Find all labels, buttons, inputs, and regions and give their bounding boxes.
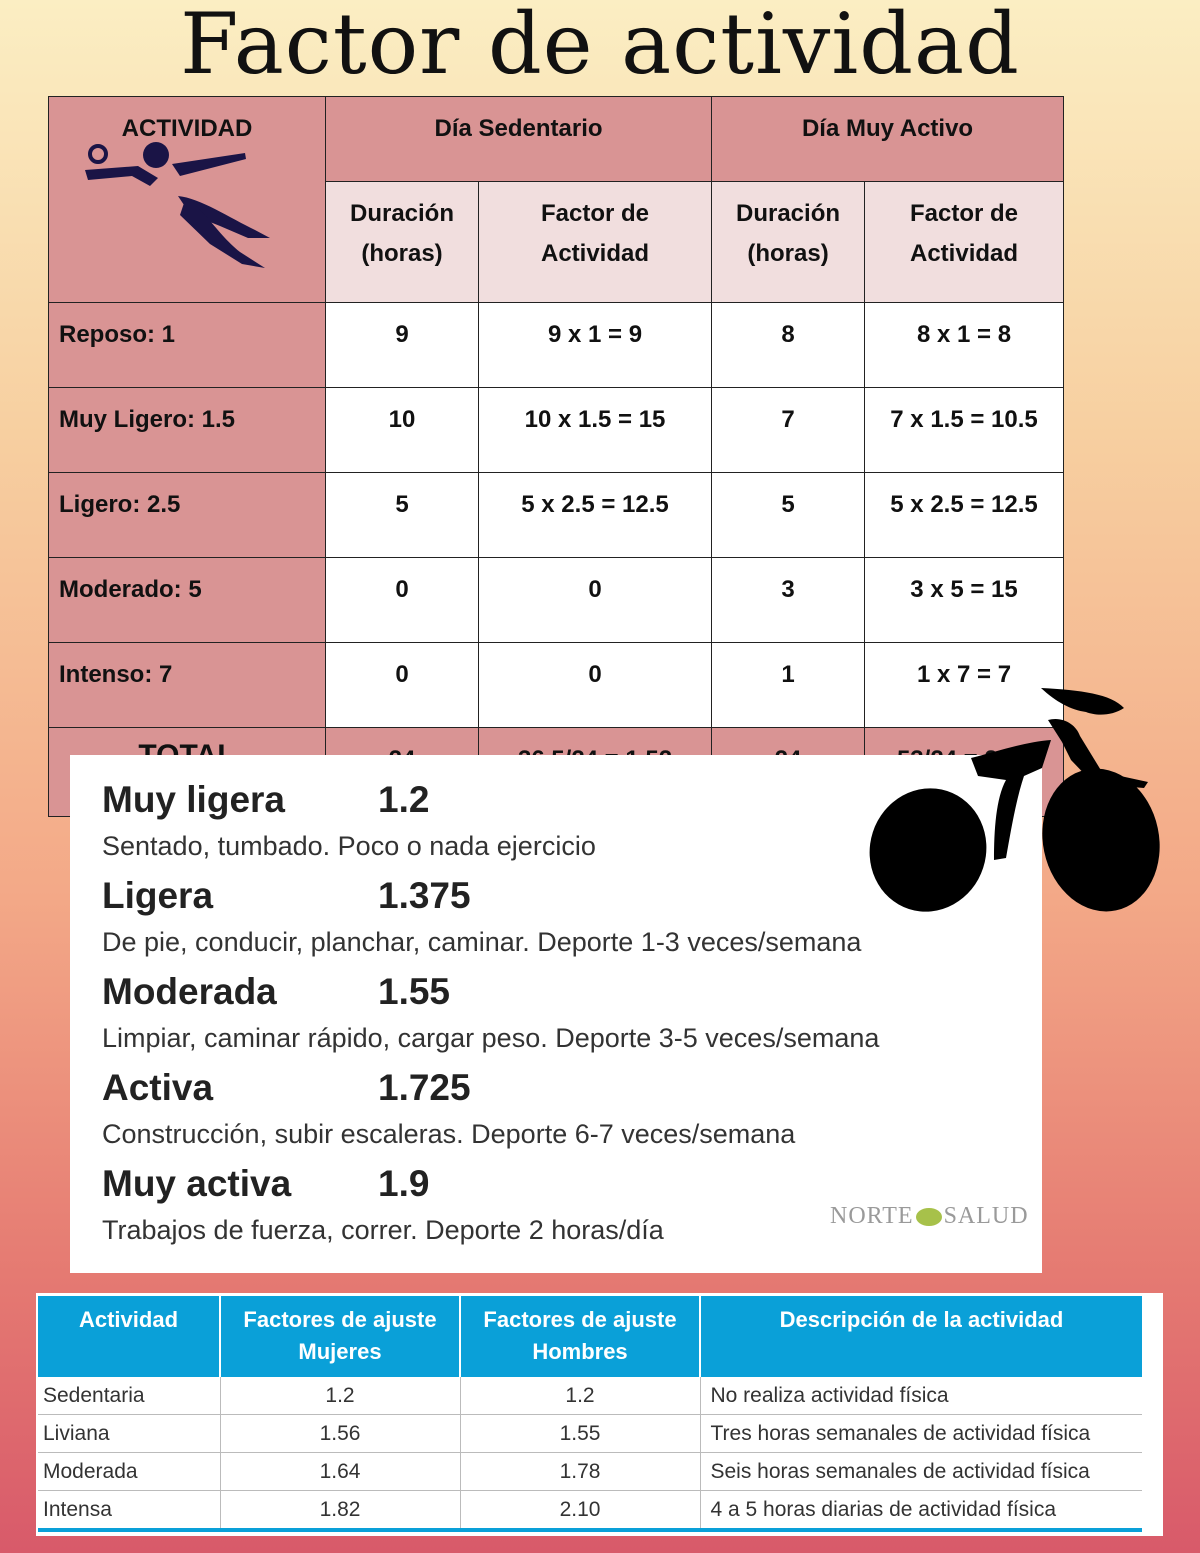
level-name: Muy ligera [102,779,285,820]
cell: Seis horas semanales de actividad física [700,1453,1142,1491]
cell: 2.10 [460,1491,700,1531]
cell: 9 x 1 = 9 [479,303,712,388]
cell: 0 [326,558,479,643]
page-title: Factor de actividad [180,0,1020,93]
header-women-factor: Factores de ajuste Mujeres [220,1296,460,1376]
cell: 1.2 [220,1376,460,1415]
cell: 10 [326,388,479,473]
header-description: Descripción de la actividad [700,1296,1142,1376]
level-value: 1.9 [378,1163,430,1204]
cell: Liviana [38,1415,220,1453]
level-name: Muy activa [102,1163,292,1204]
table-row [49,473,1064,558]
cell: 1.82 [220,1491,460,1531]
level-value: 1.375 [378,875,471,916]
adjustment-factors-table [38,1296,1142,1532]
header-activity: ACTIVIDAD [49,97,326,303]
adjustment-factors-panel [36,1293,1163,1536]
cell: 1.56 [220,1415,460,1453]
level-description: Sentado, tumbado. Poco o nada ejercicio [102,831,596,861]
level-value: 1.725 [378,1067,471,1108]
level-name: Activa [102,1067,214,1108]
cell: 10 x 1.5 = 15 [479,388,712,473]
row-activity: Moderado: 5 [49,558,326,643]
header-act-duration: Duración (horas) [712,182,865,303]
level-description: Construcción, subir escaleras. Deporte 6-7 veces/semana [102,1119,796,1149]
cell: Tres horas semanales de actividad física [700,1415,1142,1453]
table-row [49,558,1064,643]
norte-salud-logo: NORTE SALUD [830,1203,1029,1229]
header-men-factor: Factores de ajuste Hombres [460,1296,700,1376]
cell: 8 [712,303,865,388]
cell: 9 [326,303,479,388]
cell: 1.55 [460,1415,700,1453]
cell: 1 x 7 = 7 [865,643,1064,728]
header-activity: Actividad [38,1296,220,1376]
level-name: Ligera [102,875,214,916]
cell: 3 x 5 = 15 [865,558,1064,643]
table-row [38,1376,1142,1415]
cell: 1 [712,643,865,728]
cell: 1.78 [460,1453,700,1491]
cell: 1.64 [220,1453,460,1491]
header-active-day: Día Muy Activo [712,97,1064,182]
cell: 7 [712,388,865,473]
cell: 5 [326,473,479,558]
cell: Sedentaria [38,1376,220,1415]
cell: 0 [479,643,712,728]
cyclist-icon [866,680,1166,920]
cell: 1.2 [460,1376,700,1415]
cell: 8 x 1 = 8 [865,303,1064,388]
header-sed-duration: Duración (horas) [326,182,479,303]
table-row [38,1453,1142,1491]
cell: 5 x 2.5 = 12.5 [479,473,712,558]
row-activity: Muy Ligero: 1.5 [49,388,326,473]
table-row [38,1415,1142,1453]
header-sed-factor: Factor de Actividad [479,182,712,303]
cell: Moderada [38,1453,220,1491]
level-name: Moderada [102,971,277,1012]
cell: Intensa [38,1491,220,1531]
header-act-factor: Factor de Actividad [865,182,1064,303]
cell: 0 [479,558,712,643]
level-description: Trabajos de fuerza, correr. Deporte 2 horas/día [102,1215,664,1245]
cell: 5 [712,473,865,558]
row-activity: Ligero: 2.5 [49,473,326,558]
row-activity: Intenso: 7 [49,643,326,728]
cell: 5 x 2.5 = 12.5 [865,473,1064,558]
table-row [49,388,1064,473]
cell: 7 x 1.5 = 10.5 [865,388,1064,473]
cell: 4 a 5 horas diarias de actividad física [700,1491,1142,1531]
cell: No realiza actividad física [700,1376,1142,1415]
volleyball-player-icon [80,140,280,275]
table-row [38,1491,1142,1531]
row-activity: Reposo: 1 [49,303,326,388]
level-description: De pie, conducir, planchar, caminar. Deporte 1-3 veces/semana [102,927,862,957]
level-value: 1.55 [378,971,451,1012]
cell: 0 [326,643,479,728]
table-row [49,303,1064,388]
level-description: Limpiar, caminar rápido, cargar peso. Deporte 3-5 veces/semana [102,1023,880,1053]
level-value: 1.2 [378,779,430,820]
cell: 3 [712,558,865,643]
header-sedentary-day: Día Sedentario [326,97,712,182]
